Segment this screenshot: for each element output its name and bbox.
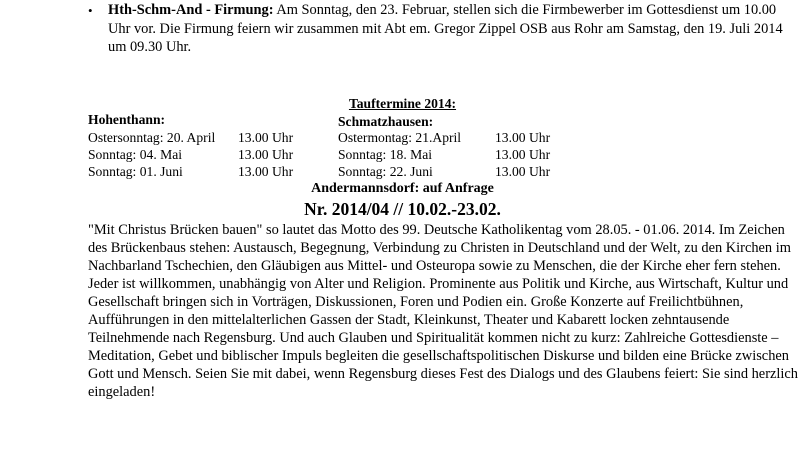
schmatzhausen-time: 13.00 Uhr [495,147,551,162]
schmatzhausen-time: 13.00 Uhr [495,164,551,179]
schmatzhausen-date: Sonntag: 18. Mai [338,147,433,162]
firmung-paragraph [108,1,798,57]
andermannsdorf-note: Andermannsdorf: auf Anfrage [311,181,494,196]
schmatzhausen-date: Sonntag: 22. Juni [338,164,433,179]
schmatzhausen-heading: Schmatzhausen: [338,114,434,129]
schmatzhausen-time: 13.00 Uhr [495,130,551,145]
issue-number-heading: Nr. 2014/04 // 10.02.-23.02. [304,199,501,219]
hohenthann-time: 13.00 Uhr [238,130,294,145]
hohenthann-time: 13.00 Uhr [238,147,294,162]
katholikentag-paragraph: "Mit Christus Brücken bauen" so lautet das Motto des 99. Deutsche Katholikentag vom 28.05. - 01.06. 2014. Im Zeichen des Brückenbaus stehen: Austausch, Begegnung, Verbindung zu Christen in Deutschland und der Welt, zu den Kirchen im Nachbarland Tschechien, den Gläubigen aus Mittel- und Osteuropa sowie zu Menschen, die der Kirche eher fern stehen. Jeder ist willkommen, unabhängig von Alter und Religion. Prominente aus Politik und Kirche, aus Wirtschaft, Kultur und Gesellschaft bringen sich in Vorträgen, Diskussionen, Foren und Podien ein. Große Konzerte auf Freilichtbühnen, Aufführungen in den mittelalterlichen Gassen der Stadt, Kleinkunst, Theater und Kabarett locken zehntausende Teilnehmende nach Regensburg. Und auch Glauben und Spiritualität kommen nicht zu kurz: Zahlreiche Gottesdienste – Meditation, Gebet und biblischer Impuls begleiten die gesellschaftspolitischen Diskurse und bilden eine Brücke zwischen Gott und Mensch. Seien Sie mit dabei, wenn Regensburg dieses Fest des Dialogs und des Glaubens feiert: Sie sind herzlich eingeladen! [88,222,798,401]
bullet-point: • [88,3,93,18]
hohenthann-date: Ostersonntag: 20. April [88,130,216,145]
tauftermine-title: Tauftermine 2014: [348,96,457,111]
firmung-text: Am Sonntag, den 23. Februar, stellen sich die Firmbewerber im Gottesdienst um 10.00 Uhr vor. Die Firmung feiern wir zusammen mit Abt em. Gregor Zippel OSB aus Rohr am Samstag, den 19. Juli 2014 um 09.30 Uhr. [108,2,783,55]
hohenthann-date: Sonntag: 04. Mai [88,147,183,162]
firmung-heading: Hth-Schm-And - Firmung: [108,2,274,18]
schmatzhausen-date: Ostermontag: 21.April [338,130,462,145]
hohenthann-time: 13.00 Uhr [238,164,294,179]
hohenthann-heading: Hohenthann: [88,112,166,127]
hohenthann-date: Sonntag: 01. Juni [88,164,183,179]
